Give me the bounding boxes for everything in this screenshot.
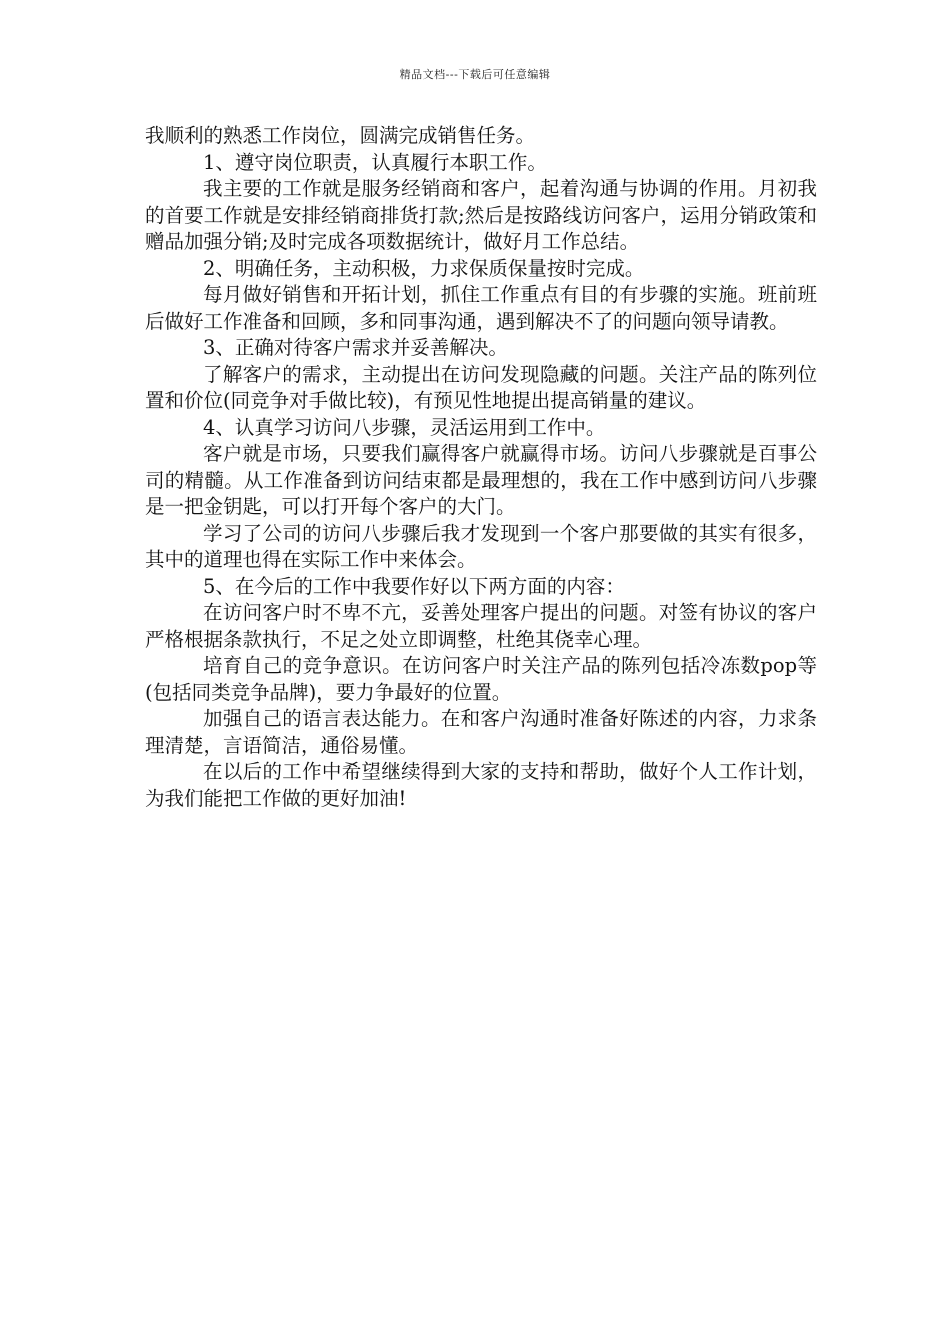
- section-heading-2: 2、明确任务，主动积极，力求保质保量按时完成。: [203, 256, 645, 280]
- paragraph: 我主要的工作就是服务经销商和客户，起着沟通与协调的作用。月初我的首要工作就是安排经销商排货打款;然后是按路线访问客户，运用分销政策和赠品加强分销;及时完成各项数据统计，做好月工作总结。: [145, 177, 817, 253]
- section-heading-1: 1、遵守岗位职责，认真履行本职工作。: [203, 150, 547, 174]
- paragraph: 加强自己的语言表达能力。在和客户沟通时准备好陈述的内容，力求条理清楚，言语简洁，通俗易懂。: [145, 707, 817, 757]
- document-body: [145, 123, 817, 812]
- paragraph: 客户就是市场，只要我们赢得客户就赢得市场。访问八步骤就是百事公司的精髓。从工作准备到访问结束都是最理想的，我在工作中感到访问八步骤是一把金钥匙，可以打开每个客户的大门。: [145, 442, 817, 518]
- closing-paragraph: 在以后的工作中希望继续得到大家的支持和帮助，做好个人工作计划，为我们能把工作做的更好加油!: [145, 760, 817, 810]
- paragraph: 学习了公司的访问八步骤后我才发现到一个客户那要做的其实有很多，其中的道理也得在实际工作中来体会。: [145, 521, 817, 571]
- page-header: 精品文档---下载后可任意编辑: [399, 68, 551, 81]
- paragraph: 每月做好销售和开拓计划，抓住工作重点有目的有步骤的实施。班前班后做好工作准备和回顾，多和同事沟通，遇到解决不了的问题向领导请教。: [145, 283, 817, 333]
- section-heading-4: 4、认真学习访问八步骤，灵活运用到工作中。: [203, 415, 606, 439]
- paragraph: 在访问客户时不卑不亢，妥善处理客户提出的问题。对签有协议的客户严格根据条款执行，不足之处立即调整，杜绝其侥幸心理。: [145, 601, 817, 651]
- paragraph-continuation: 我顺利的熟悉工作岗位，圆满完成销售任务。: [145, 124, 536, 147]
- section-heading-3: 3、正确对待客户需求并妥善解决。: [203, 336, 508, 359]
- paragraph: 了解客户的需求，主动提出在访问发现隐藏的问题。关注产品的陈列位置和价位(同竞争对手做比较)，有预见性地提出提高销量的建议。: [145, 362, 817, 412]
- section-heading-5: 5、在今后的工作中我要作好以下两方面的内容：: [203, 574, 625, 598]
- paragraph: 培育自己的竞争意识。在访问客户时关注产品的陈列包括冷冻数pop等(包括同类竞争品牌)，要力争最好的位置。: [145, 654, 817, 704]
